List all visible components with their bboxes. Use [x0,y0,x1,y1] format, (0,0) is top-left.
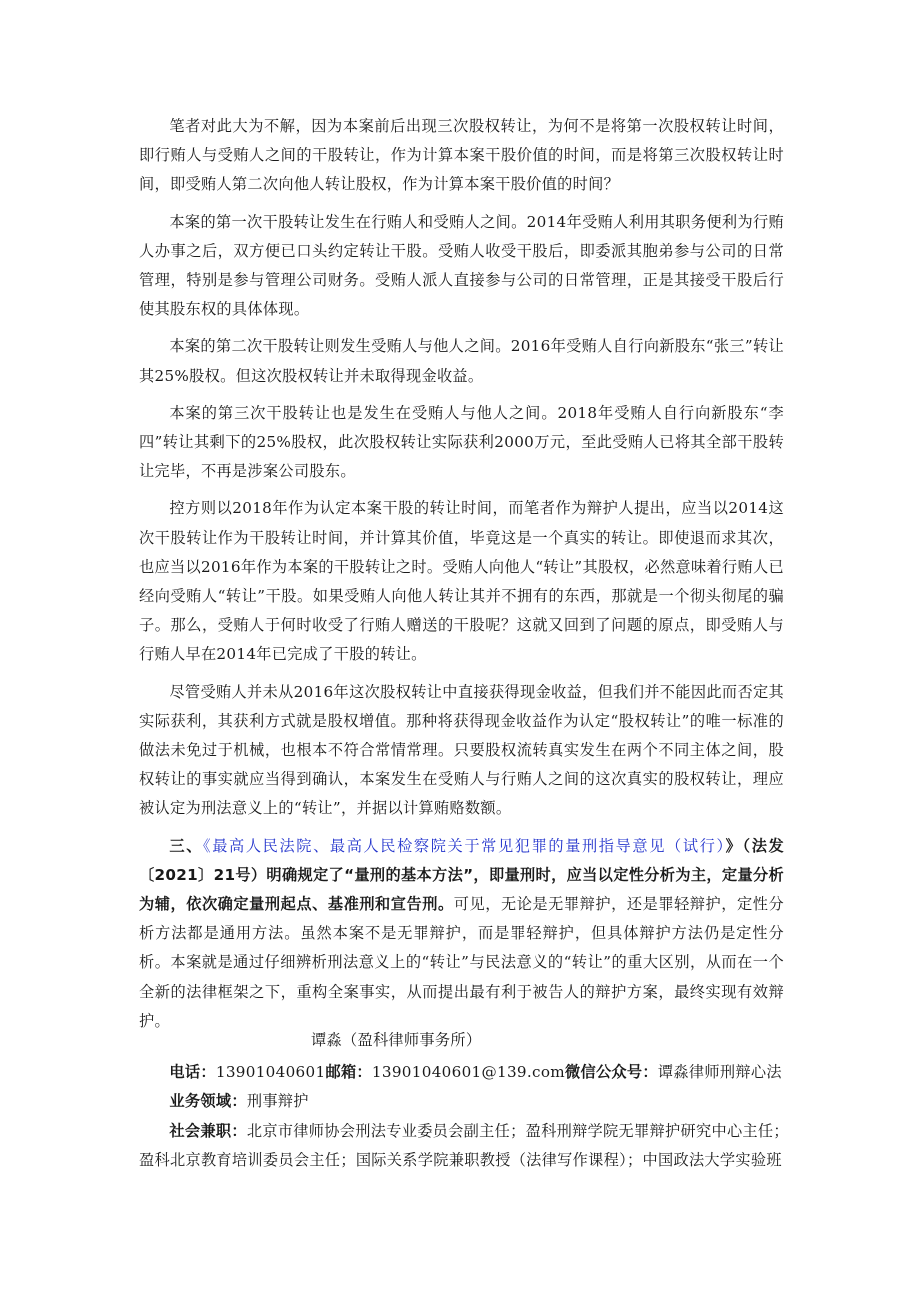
article-body [139,112,784,1044]
section-number: 三、 [169,836,204,855]
regulation-emphasis: 》（法发〔2021〕21号）明确规定了“量刑的基本方法”，即量刑时，应当以定性分析为主，定量分析为辅，依次确定量刑起点、基准刑和宣告刑。 [139,836,784,914]
email-label: 邮箱： [325,1062,372,1081]
author-info [139,1026,789,1176]
phone-value: 13901040601 [215,1062,326,1081]
section-three-paragraph [139,832,784,1036]
paragraph: 本案的第二次干股转让则发生受贿人与他人之间。2016年受贿人自行向新股东“张三”转让其25%股权。但这次股权转让并未取得现金收益。 [139,337,784,385]
phone-label: 电话： [169,1062,216,1081]
section-three-text: 可见，无论是无罪辩护，还是罪轻辩护，定性分析方法都是通用方法。虽然本案不是无罪辩护，而是罪轻辩护，但具体辩护方法仍是定性分析。本案就是通过仔细辨析刑法意义上的“转让”与民法意义的“转让”的重大区别，从而在一个全新的法律框架之下，重构全案事实，从而提出最有利于被告人的辩护方案，最终实现有效辩护。 [139,895,784,1030]
practice-area-line [139,1087,789,1117]
field-label: 业务领域： [169,1092,247,1110]
regulation-link[interactable]: 《最高人民法院、最高人民检察院关于常见犯罪的量刑指导意见（试行） [203,836,726,855]
email-value: 13901040601@139.com [371,1062,565,1081]
social-value: 北京市律师协会刑法专业委员会副主任；盈科刑辩学院无罪辩护研究中心主任；盈科北京教育培训委员会主任；国际关系学院兼职教授（法律写作课程）；中国政法大学实验班 [139,1121,789,1169]
paragraph: 本案的第三次干股转让也是发生在受贿人与他人之间。2018年受贿人自行向新股东“李四”转让其剩下的25%股权，此次股权转让实际获利2000万元，至此受贿人已将其全部干股转让完毕，不再是涉案公司股东。 [139,403,784,481]
paragraph: 控方则以2018年作为认定本案干股的转让时间，而笔者作为辩护人提出，应当以2014这次干股转让作为干股转让时间，并计算其价值，毕竟这是一个真实的转让。即使退而求其次，也应当以2016年作为本案的干股转让之时。受贿人向他人“转让”其股权，必然意味着行贿人已经向受贿人“转让”干股。如果受贿人向他人转让其并不拥有的东西，那就是一个彻头彻尾的骗子。那么，受贿人于何时收受了行贿人赠送的干股呢？这就又回到了问题的原点，即受贿人与行贿人早在2014年已完成了干股的转让。 [139,499,784,664]
field-value: 刑事辩护 [246,1092,309,1110]
paragraph: 本案的第一次干股转让发生在行贿人和受贿人之间。2014年受贿人利用其职务便利为行贿人办事之后，双方便已口头约定转让干股。受贿人收受干股后，即委派其胞弟参与公司的日常管理，特别是参与管理公司财务。受贿人派人直接参与公司的日常管理，正是其接受干股后行使其股东权的具体体现。 [139,212,784,319]
paragraph: 尽管受贿人并未从2016年这次股权转让中直接获得现金收益，但我们并不能因此而否定其实际获利，其获利方式就是股权增值。那种将获得现金收益作为认定“股权转让”的唯一标准的做法未免过于机械，也根本不符合常情常理。只要股权流转真实发生在两个不同主体之间，股权转让的事实就应当得到确认，本案发生在受贿人与行贿人之间的这次真实的股权转让，理应被认定为刑法意义上的“转让”，并据以计算贿赂数额。 [139,682,784,818]
paragraph: 笔者对此大为不解，因为本案前后出现三次股权转让，为何不是将第一次股权转让时间，即行贿人与受贿人之间的干股转让，作为计算本案干股价值的时间，而是将第三次股权转让时间，即受贿人第二次向他人转让股权，作为计算本案干股价值的时间？ [139,117,784,194]
wechat-value: 谭淼律师刑辩心法 [657,1062,782,1081]
wechat-label: 微信公众号： [564,1062,658,1081]
contact-line [139,1058,789,1088]
social-label: 社会兼职： [169,1121,247,1140]
social-positions-line [139,1117,789,1176]
author-name: 谭淼（盈科律师事务所） [311,1031,482,1049]
